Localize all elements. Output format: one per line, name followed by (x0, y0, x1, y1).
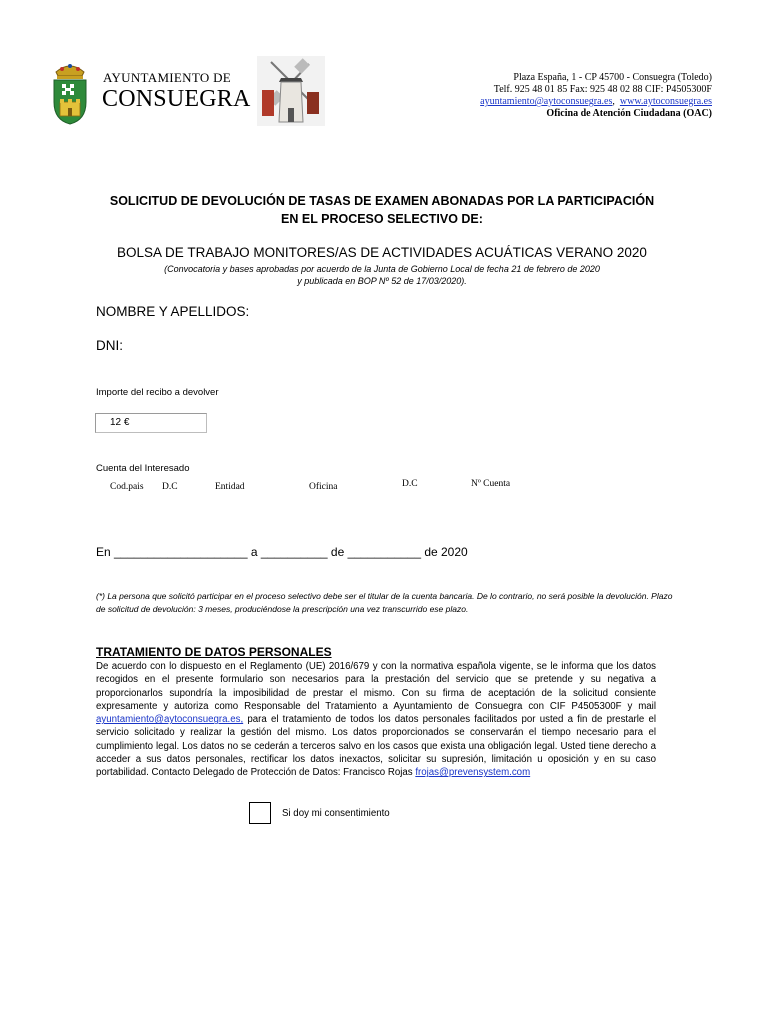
municipality-prefix: AYUNTAMIENTO DE (103, 70, 232, 85)
convocatoria-line-1: (Convocatoria y bases aprobadas por acuerdo de la Junta de Gobierno Local de fecha 21 de febrero de 2020 (164, 264, 600, 274)
office-line: Oficina de Atención Ciudadana (OAC) (546, 108, 712, 119)
dpo-email-link[interactable]: frojas@prevensystem.com (415, 767, 531, 779)
date-signature-line: En ____________________ a __________ de ___________ de 2020 (96, 545, 468, 559)
bank-col-account-number: Nº Cuenta (471, 479, 511, 489)
web-line: ayuntamiento@aytoconsuegra.es, www.aytoconsuegra.es (480, 96, 712, 107)
consent-label: Si doy mi consentimiento (282, 808, 390, 819)
process-name: BOLSA DE TRABAJO MONITORES/AS DE ACTIVIDADES ACUÁTICAS VERANO 2020 (117, 245, 647, 260)
coat-of-arms-icon (50, 60, 90, 126)
account-label: Cuenta del Interesado (96, 463, 190, 474)
bank-col-entity: Entidad (215, 482, 245, 492)
privacy-email-link[interactable]: ayuntamiento@aytoconsuegra.es, (96, 714, 244, 726)
amount-field[interactable]: 12 € (95, 413, 207, 433)
windmill-logo-icon (257, 56, 325, 126)
bank-col-country-code: Cod.pais (110, 482, 144, 492)
municipality-name: CONSUEGRA (102, 86, 251, 112)
bank-col-dc-2: D.C (402, 479, 418, 489)
title-line-1: SOLICITUD DE DEVOLUCIÓN DE TASAS DE EXAMEN ABONADAS POR LA PARTICIPACIÓN (109, 194, 655, 208)
privacy-heading: TRATAMIENTO DE DATOS PERSONALES (96, 645, 332, 659)
contact-block (480, 72, 712, 120)
website-link[interactable]: www.aytoconsuegra.es (619, 96, 712, 107)
address-line: Plaza España, 1 - CP 45700 - Consuegra (Toledo) (513, 72, 712, 83)
consent-checkbox[interactable] (249, 802, 271, 824)
privacy-text-2: para el tratamiento de todos los datos personales facilitados por usted a fin de prestarle el servicio solicitado y realizar la gestión del mismo. Los datos proporcionados se conservarán el tiempo necesario para el cumplimiento legal. Los datos no se cederán a terceros salvo en los casos que exista una obligación legal. Usted tiene derecho a acceder a sus datos personales, rectificar los datos inexactos, solicitar su supresión, limitación u oposición y en su caso portabilidad. Contacto Delegado de Protección de Datos: Francisco Rojas (96, 714, 656, 779)
convocatoria-note (60, 263, 704, 287)
title-line-2: EN EL PROCESO SELECTIVO DE: (281, 212, 483, 226)
privacy-text-1: De acuerdo con lo dispuesto en el Reglamento (UE) 2016/679 y con la normativa española vigente, se le informa que los datos recogidos en el presente formulario son necesarios para la prestación del servicio que se pretende y su negativa a proporcionarlos supondría la imposibilidad de prestar el mismo. Con su firma de aceptación de la solicitud consiente expresamente y autoriza como Responsable del Tratamiento a Ayuntamiento de Consuegra con CIF P4505300F y mail (96, 661, 656, 712)
bank-col-office: Oficina (309, 482, 338, 492)
phone-line: Telf. 925 48 01 85 Fax: 925 48 02 88 CIF: P4505300F (493, 84, 712, 95)
document-title (60, 192, 704, 228)
privacy-text (96, 660, 656, 780)
amount-label: Importe del recibo a devolver (96, 387, 219, 398)
holder-note: (*) La persona que solicitó participar en el proceso selectivo debe ser el titular de la cuenta bancaria. De lo contrario, no será posible la devolución. Plazo de solicitud de devolución: 3 meses, produciéndose la prescripción una vez transcurrido ese plazo. (96, 591, 673, 614)
email-link[interactable]: ayuntamiento@aytoconsuegra.es (480, 96, 613, 107)
dni-label: DNI: (96, 338, 123, 353)
bank-col-dc: D.C (162, 482, 178, 492)
convocatoria-line-2: y publicada en BOP Nº 52 de 17/03/2020). (297, 276, 467, 286)
name-label: NOMBRE Y APELLIDOS: (96, 304, 250, 319)
